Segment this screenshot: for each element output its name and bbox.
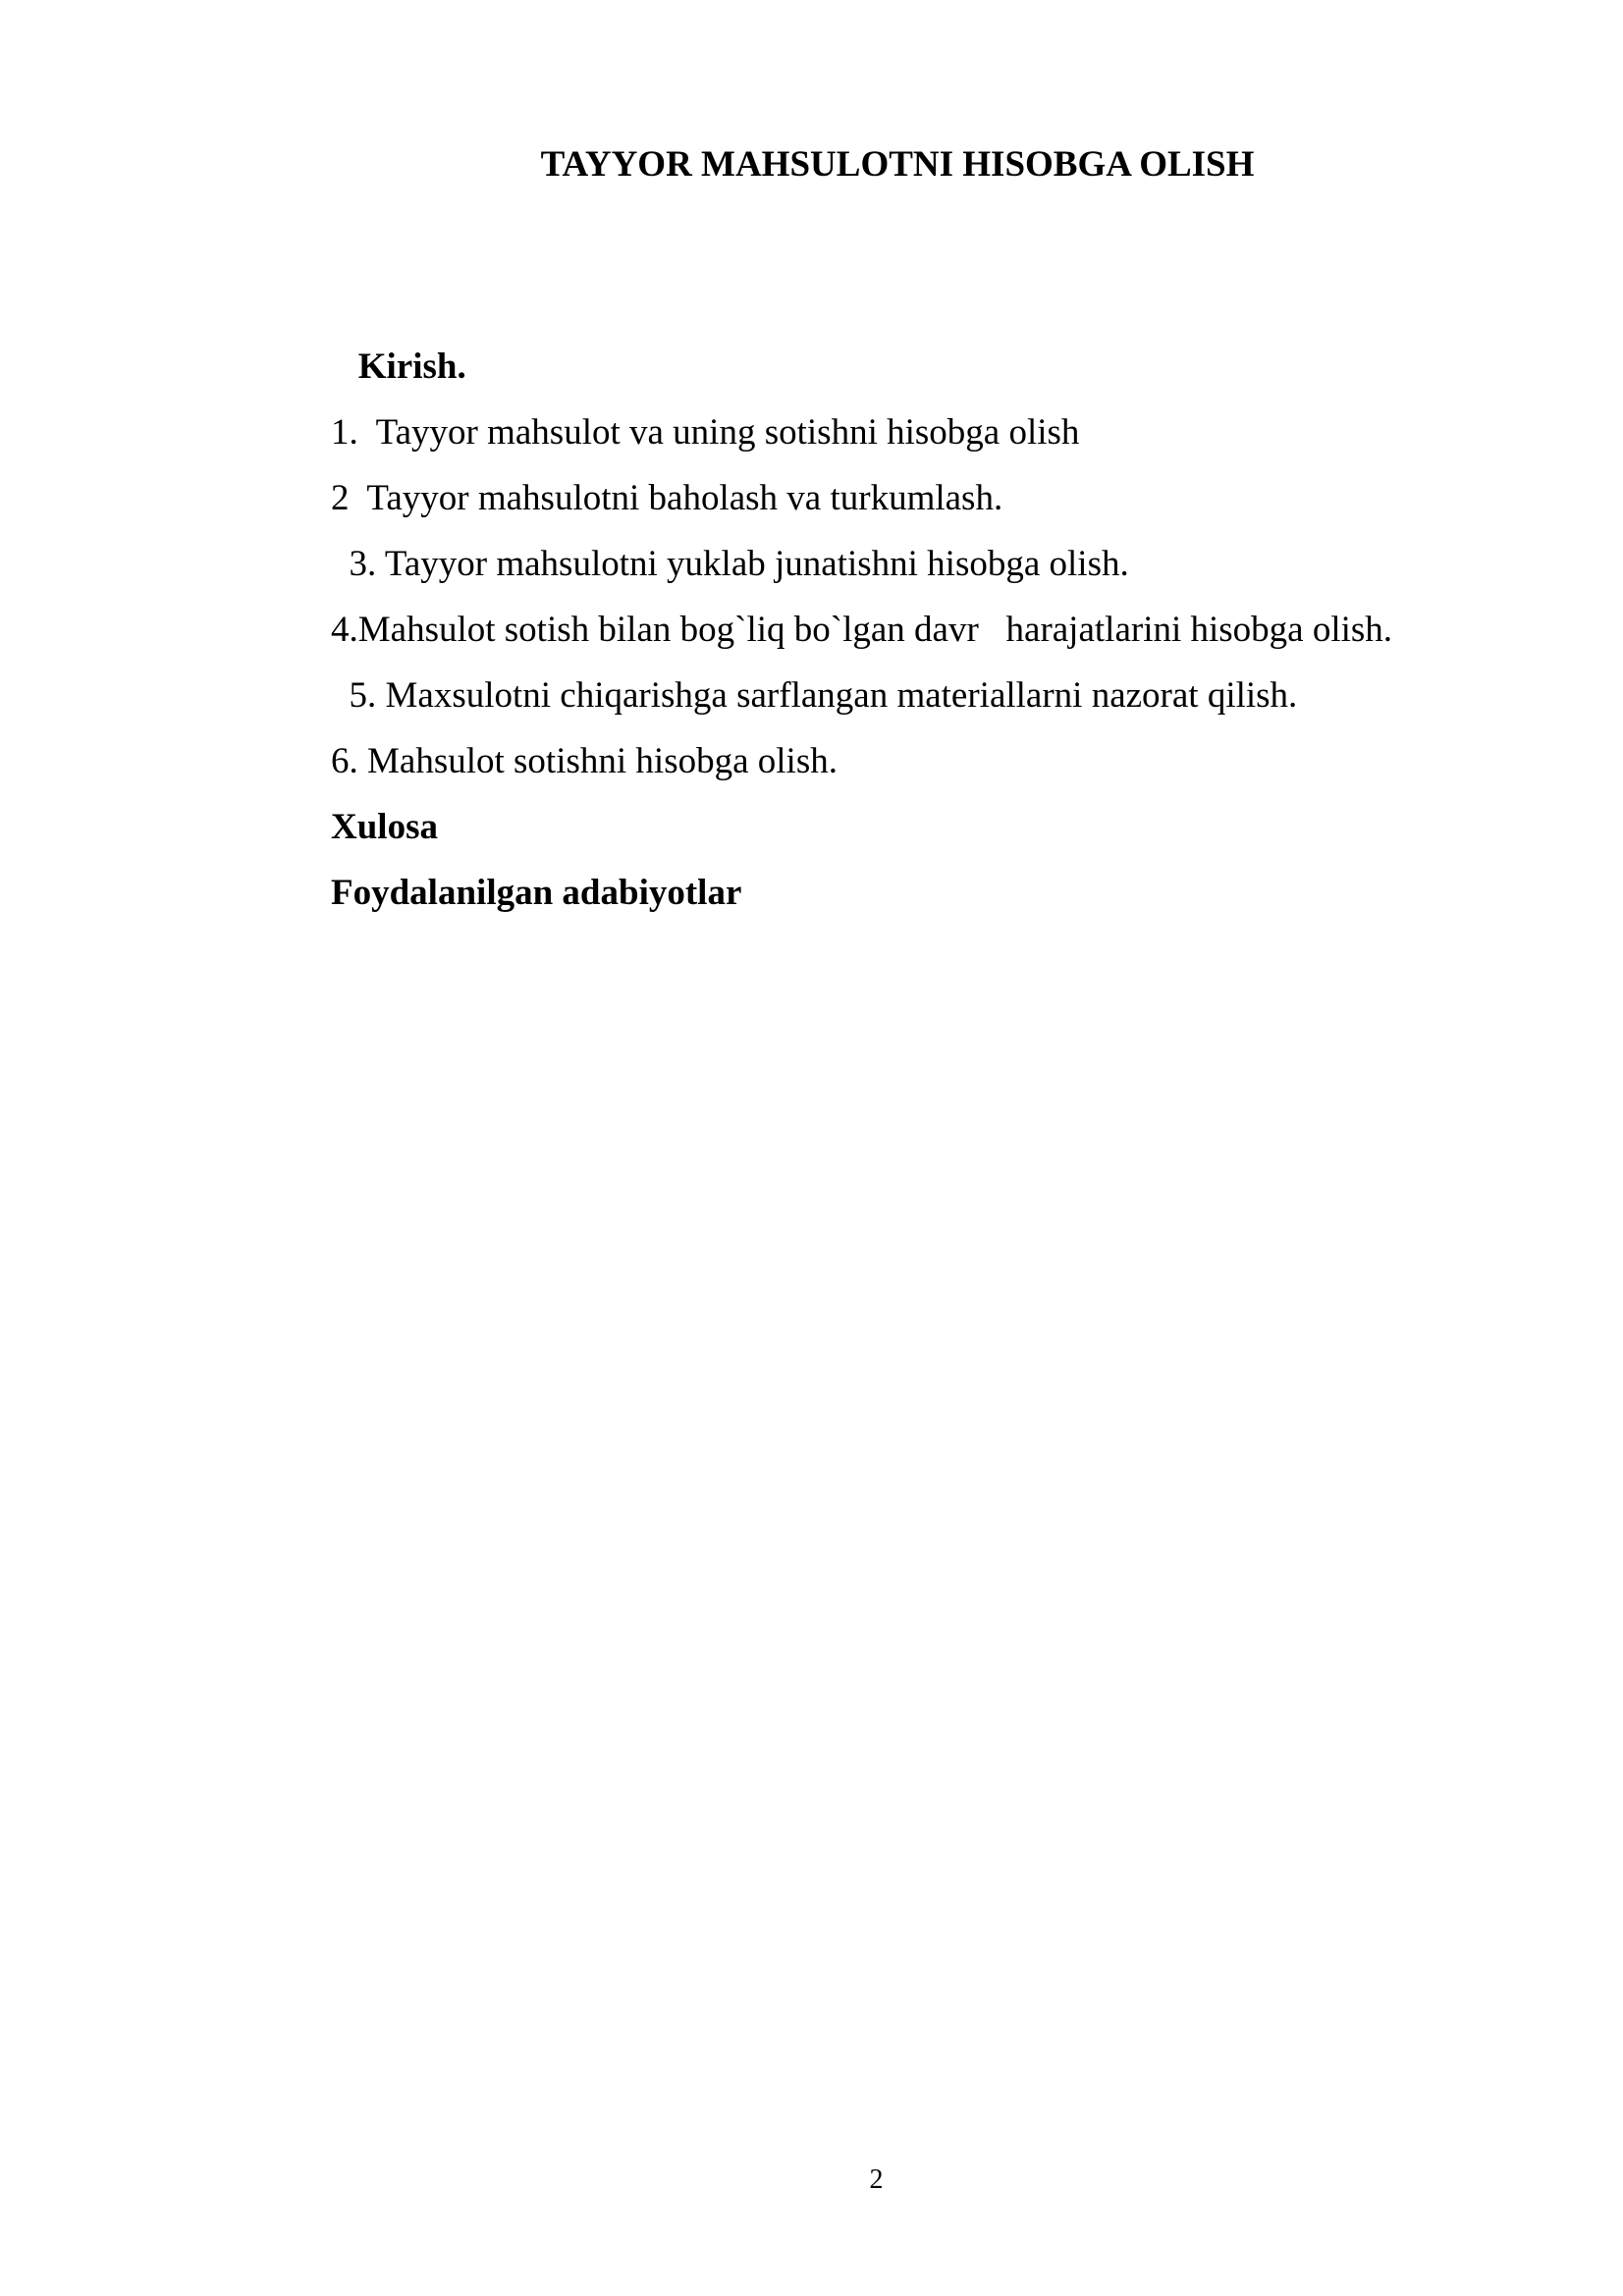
toc-item-1: 1. Tayyor mahsulot va uning sotishni hisobga olish: [331, 412, 1080, 453]
page-number: 2: [869, 2164, 884, 2195]
toc-item-2: 2 Tayyor mahsulotni baholash va turkumlash.: [331, 478, 1003, 518]
table-of-contents: [331, 334, 1539, 926]
toc-item-introduction: Kirish.: [331, 347, 466, 387]
toc-item-6: 6. Mahsulot sotishni hisobga olish.: [331, 741, 838, 781]
toc-item-4: 4.Mahsulot sotish bilan bog`liq bo`lgan davr harajatlarini hisobga olish.: [331, 610, 1393, 650]
page-title: TAYYOR MAHSULOTNI HISOBGA OLISH: [540, 144, 1255, 185]
toc-item-conclusion: Xulosa: [331, 807, 438, 847]
toc-item-3: 3. Tayyor mahsulotni yuklab junatishni hisobga olish.: [331, 544, 1129, 584]
toc-item-5: 5. Maxsulotni chiqarishga sarflangan materiallarni nazorat qilish.: [331, 675, 1298, 716]
toc-item-references: Foydalanilgan adabiyotlar: [331, 873, 742, 913]
